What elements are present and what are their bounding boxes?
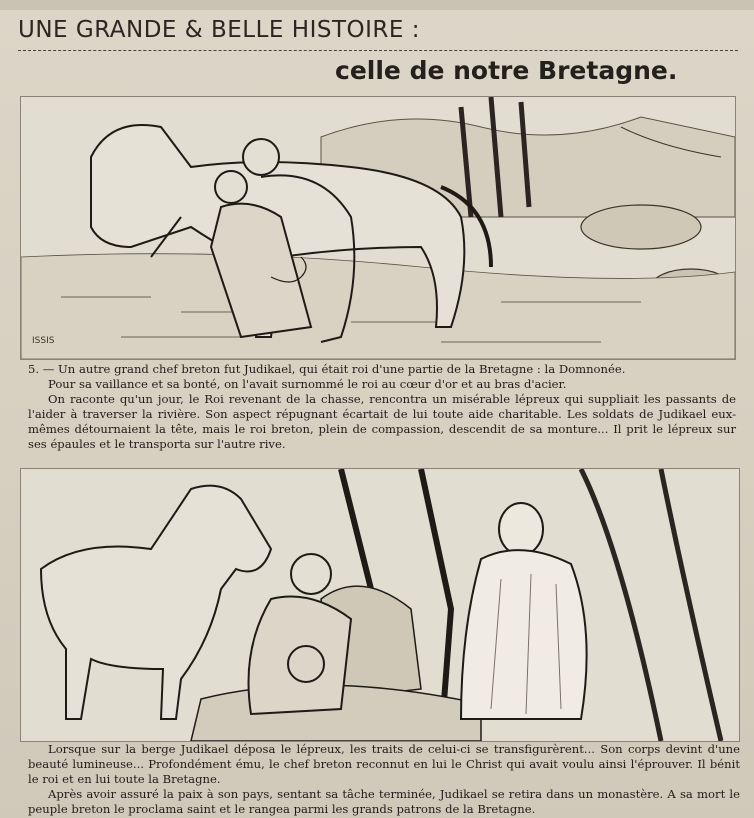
illustration-river-crossing bbox=[20, 96, 736, 360]
page-title: UNE GRANDE & BELLE HISTOIRE : bbox=[18, 10, 738, 51]
caption-paragraph: 5. — Un autre grand chef breton fut Judikael, qui était roi d'une partie de la Bretagne : la Domnonée. bbox=[28, 362, 626, 376]
caption-first bbox=[28, 362, 736, 452]
page-subtitle: celle de notre Bretagne. bbox=[335, 56, 678, 85]
caption-second bbox=[28, 742, 740, 817]
caption-paragraph: Après avoir assuré la paix à son pays, sentant sa tâche terminée, Judikael se retira dans un monastère. A sa mort le peuple breton le proclama saint et le rangea parmi les grands patrons de la Bretagne. bbox=[28, 787, 740, 816]
illustration-christ-revealed bbox=[20, 468, 740, 742]
artist-signature: ISSIS bbox=[32, 336, 55, 346]
caption-paragraph: On raconte qu'un jour, le Roi revenant de la chasse, rencontra un misérable lépreux qui suppliait les passants de l'aider à traverser la rivière. Son aspect répugnant écartait de lui toute aide charitable. Les soldats de Judikael eux-mêmes détournaient la tête, mais le roi breton, plein de compassion, descendit de sa monture... Il prit le lépreux sur ses épaules et le transporta sur l'autre rive. bbox=[28, 392, 736, 451]
christ-revealed-drawing bbox=[21, 469, 739, 741]
river-crossing-drawing bbox=[21, 97, 735, 359]
top-edge bbox=[0, 0, 754, 10]
caption-paragraph: Pour sa vaillance et sa bonté, on l'avait surnommé le roi au cœur d'or et au bras d'acier. bbox=[48, 377, 567, 391]
caption-paragraph: Lorsque sur la berge Judikael déposa le lépreux, les traits de celui-ci se transfigurèrent... Son corps devint d'une beauté lumineuse... Profondément ému, le chef breton reconnut en lui le Christ qui avait voulu ainsi l'éprouver. Il bénit le roi et en lui toute la Bretagne. bbox=[28, 742, 740, 786]
